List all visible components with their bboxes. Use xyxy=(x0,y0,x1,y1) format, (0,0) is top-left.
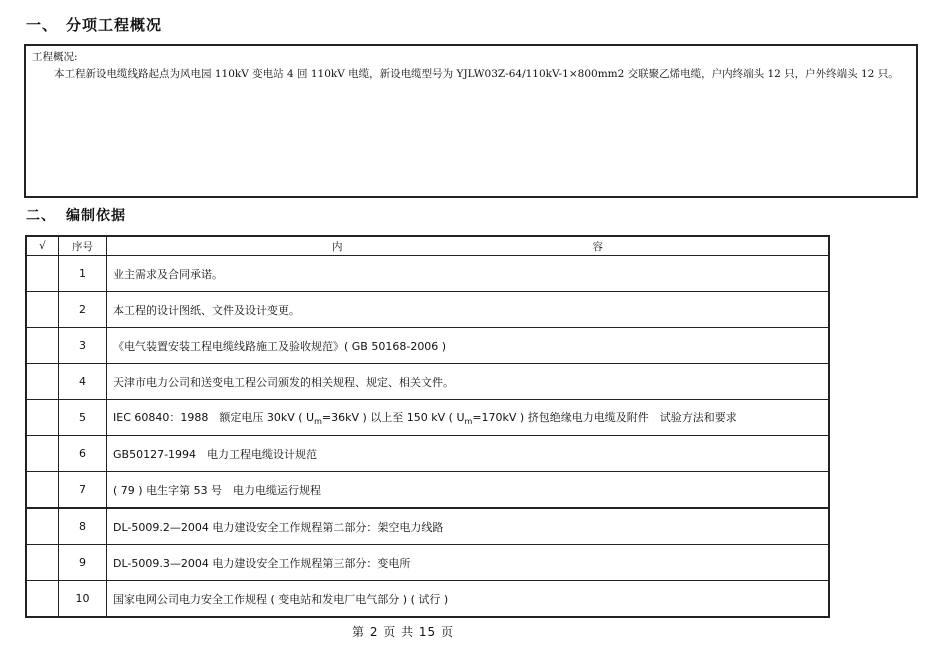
table-row xyxy=(26,328,829,364)
row-content: ( 79 ) 电生字第 53 号 电力电缆运行规程 xyxy=(107,472,830,509)
row-content: GB50127-1994 电力工程电缆设计规范 xyxy=(107,436,830,472)
row-index: 10 xyxy=(59,581,107,618)
table-row xyxy=(26,472,829,509)
overview-label: 工程概况: xyxy=(32,51,78,63)
row-content: DL-5009.3—2004 电力建设安全工作规程第三部分：变电所 xyxy=(107,545,830,581)
row-content-part: =170kV ) 挤包绝缘电力电缆及附件 试验方法和要求 xyxy=(472,410,737,424)
section-title: 分项工程概况 xyxy=(66,16,163,34)
check-cell[interactable] xyxy=(26,364,59,400)
check-cell[interactable] xyxy=(26,508,59,545)
row-content: 《电气装置安装工程电缆线路施工及验收规范》( GB 50168-2006 ) xyxy=(107,328,830,364)
row-index: 6 xyxy=(59,436,107,472)
row-index: 7 xyxy=(59,472,107,509)
basis-table xyxy=(25,235,830,618)
row-content-subscript: m xyxy=(464,417,473,427)
check-cell[interactable] xyxy=(26,292,59,328)
table-row xyxy=(26,436,829,472)
table-header-row xyxy=(26,236,829,256)
section-number: 一、 xyxy=(26,16,59,34)
check-cell[interactable] xyxy=(26,545,59,581)
section-number: 二、 xyxy=(26,208,56,224)
table-row xyxy=(26,400,829,436)
header-content xyxy=(107,236,830,256)
row-content: DL-5009.2—2004 电力建设安全工作规程第二部分：架空电力线路 xyxy=(107,508,830,545)
row-index: 2 xyxy=(59,292,107,328)
row-content: 本工程的设计图纸、文件及设计变更。 xyxy=(107,292,830,328)
row-index: 1 xyxy=(59,256,107,292)
check-cell[interactable] xyxy=(26,256,59,292)
row-content xyxy=(107,400,830,436)
table-row xyxy=(26,508,829,545)
header-index: 序号 xyxy=(59,236,107,256)
header-content-left: 内 xyxy=(332,240,343,253)
check-cell[interactable] xyxy=(26,581,59,618)
row-content-part: =36kV ) 以上至 150 kV ( U xyxy=(321,410,465,424)
section-title: 编制依据 xyxy=(66,208,126,224)
project-overview-box xyxy=(24,44,918,198)
table-row xyxy=(26,292,829,328)
header-content-right: 容 xyxy=(592,240,603,253)
row-content-part: IEC 60840：1988 额定电压 30kV ( U xyxy=(113,410,315,424)
row-content: 天津市电力公司和送变电工程公司颁发的相关规程、规定、相关文件。 xyxy=(107,364,830,400)
overview-body-text: 本工程新设电缆线路起点为风电园 110kV 变电站 4 回 110kV 电缆，新设电缆型号为 YJLW03Z-64/110kV-1×800mm2 交联聚乙烯电缆，户内终端头 12 只，户外终端头 12 只。 xyxy=(54,68,899,80)
section-heading-overview xyxy=(26,14,162,35)
page-footer: 第 2 页 共 15 页 xyxy=(352,625,454,639)
row-index: 5 xyxy=(59,400,107,436)
table-row xyxy=(26,364,829,400)
check-cell[interactable] xyxy=(26,436,59,472)
row-index: 9 xyxy=(59,545,107,581)
check-cell[interactable] xyxy=(26,400,59,436)
table-row xyxy=(26,256,829,292)
check-cell[interactable] xyxy=(26,328,59,364)
row-content: 业主需求及合同承诺。 xyxy=(107,256,830,292)
header-check: √ xyxy=(26,236,59,256)
row-index: 8 xyxy=(59,508,107,545)
check-cell[interactable] xyxy=(26,472,59,509)
row-index: 4 xyxy=(59,364,107,400)
row-index: 3 xyxy=(59,328,107,364)
row-content: 国家电网公司电力安全工作规程 ( 变电站和发电厂电气部分 ) ( 试行 ) xyxy=(107,581,830,618)
section-heading-basis xyxy=(26,205,126,225)
table-row xyxy=(26,581,829,618)
table-row xyxy=(26,545,829,581)
row-content-subscript: m xyxy=(314,417,322,427)
